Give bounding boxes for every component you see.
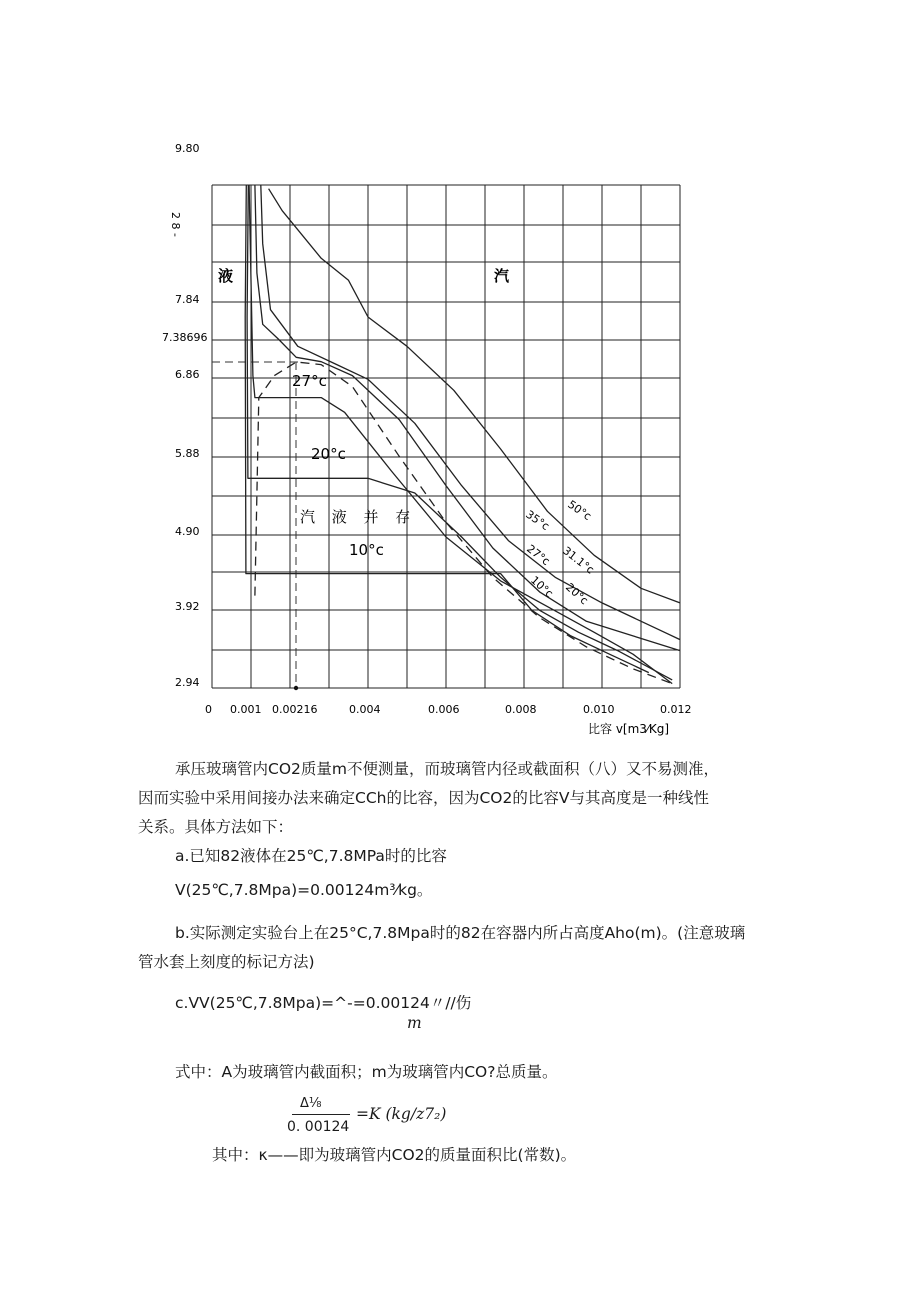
x-tick-label: 0.008 [505, 703, 537, 716]
step-a-line: a.已知82液体在25℃,7.8MPa时的比容 [175, 847, 447, 865]
x-tick-label: 0.010 [583, 703, 615, 716]
critical-volume-marker [294, 686, 298, 690]
region-label-two-phase: 汽 液 并 存 [300, 508, 417, 526]
y-tick-label: 9.80 [175, 142, 200, 155]
y-tick-label: 3.92 [175, 600, 200, 613]
y-tick-label: 5.88 [175, 447, 200, 460]
region-label-liquid: 液 [218, 267, 234, 285]
fraction-numerator: Δ⅛ [300, 1096, 322, 1111]
isotherm-curves [245, 185, 680, 684]
isotherm-label: 10°c [349, 541, 384, 559]
y-tick-label: 7.38696 [162, 331, 208, 344]
step-a-value: V(25℃,7.8Mpa)=0.00124m³⁄kg。 [175, 881, 433, 899]
y-tick-label: 6.86 [175, 368, 200, 381]
step-b-line: b.实际测定实验台上在25°C,7.8Mpa时的82在容器内所占高度Aho(m)。(注意玻璃 [175, 924, 746, 942]
y-tick-label: 4.90 [175, 525, 200, 538]
isotherm-label: 27°c [524, 542, 553, 569]
formula-note: 式中：A为玻璃管内截面积；m为玻璃管内CO?总质量。 [175, 1063, 558, 1081]
paragraph-line: 承压玻璃管内CO2质量m不便测量，而玻璃管内径或截面积（八）又不易测准， [175, 760, 719, 778]
isotherm-label: 20°c [562, 580, 591, 608]
isotherm-curve [249, 185, 672, 684]
y-tick-label: 7.84 [175, 293, 200, 306]
y-tick-label: 2.94 [175, 676, 200, 689]
x-tick-label: 0.012 [660, 703, 692, 716]
step-c-formula: c.VV(25℃,7.8Mpa)=^-=0.00124〃//伤 [175, 994, 472, 1012]
fraction-result: =K (kg/z7₂) [356, 1105, 447, 1123]
k-note: 其中：κ——即为玻璃管内CO2的质量面积比(常数)。 [212, 1146, 577, 1164]
x-tick-label: 0.00216 [272, 703, 318, 716]
fraction-bar [292, 1114, 350, 1115]
region-label-vapor: 汽 [494, 267, 510, 285]
isotherm-curve [269, 189, 680, 603]
isotherm-label: 50°c [565, 497, 594, 524]
x-tick-label: 0.004 [349, 703, 381, 716]
paragraph-line: 关系。具体方法如下： [138, 818, 294, 836]
isotherm-label: 27°c [292, 372, 327, 390]
x-axis-label: 比容 v[m3⁄Kg] [588, 722, 670, 736]
isotherm-label: 35°c [523, 507, 552, 534]
x-tick-label: 0.001 [230, 703, 262, 716]
step-b-line: 管水套上刻度的标记方法) [138, 953, 315, 971]
reference-dashes [212, 362, 300, 690]
isotherm-label: 10°c [527, 573, 556, 601]
paragraph-line: 因而实验中采用间接办法来确定CCh的比容，因为CO2的比容V与其高度是一种线性 [138, 789, 709, 807]
y-tick-label: 2 8 - [169, 212, 182, 237]
isotherm-label: 31.1°c [560, 544, 597, 577]
x-tick-label: 0 [205, 703, 212, 716]
step-c-subscript: m [407, 1014, 422, 1032]
chart-grid [212, 185, 680, 688]
fraction-denominator: 0. 00124 [287, 1119, 350, 1135]
x-tick-label: 0.006 [428, 703, 460, 716]
isotherm-label: 20°c [311, 445, 346, 463]
